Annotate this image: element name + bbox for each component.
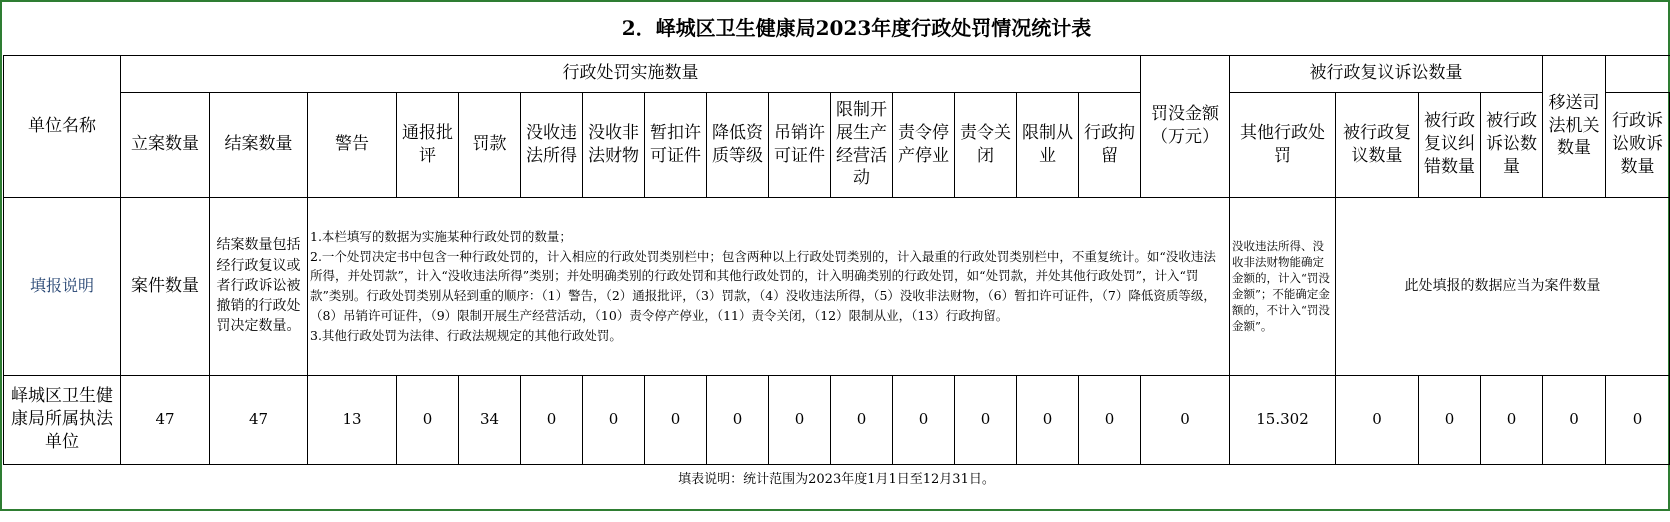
header-detention: 行政拘留 (1079, 92, 1141, 197)
data-review-count: 0 (1336, 375, 1419, 464)
header-closed: 结案数量 (210, 92, 308, 197)
header-other-penalty: 其他行政处罚 (1230, 92, 1336, 197)
header-filed: 立案数量 (121, 92, 210, 197)
data-restrict-business: 0 (831, 375, 893, 464)
data-review-corrected: 0 (1419, 375, 1481, 464)
header-confiscate-gains: 没收违法所得 (521, 92, 583, 197)
data-detention: 0 (1079, 375, 1141, 464)
header-review-corrected: 被行政复议纠错数量 (1419, 92, 1481, 197)
header-fine: 罚款 (459, 92, 521, 197)
data-litigation-lost: 0 (1543, 375, 1606, 464)
header-lower-qualification: 降低资质等级 (707, 92, 769, 197)
data-other-penalty: 0 (1141, 375, 1230, 464)
penalty-note-line-3: 3.其他行政处罚为法律、行政法规规定的其他行政处罚。 (310, 327, 622, 343)
data-revoke-permit: 0 (769, 375, 831, 464)
data-restrict-employment: 0 (1017, 375, 1079, 464)
header-suspend-permit: 暂扣许可证件 (645, 92, 707, 197)
header-revoke-permit: 吊销许可证件 (769, 92, 831, 197)
header-review-count: 被行政复议数量 (1336, 92, 1419, 197)
header-order-close: 责令关闭 (955, 92, 1017, 197)
header-notice-criticism: 通报批评 (397, 92, 459, 197)
table-footer-note: 填表说明：统计范围为2023年度1月1日至12月31日。 (4, 464, 1670, 496)
header-penalty-group: 行政处罚实施数量 (121, 55, 1141, 92)
instructions-review-note: 此处填报的数据应当为案件数量 (1336, 197, 1670, 375)
data-transfer: 0 (1606, 375, 1670, 464)
header-fine-amount: 罚没金额（万元） (1141, 55, 1230, 197)
data-warning: 13 (308, 375, 397, 464)
penalty-statistics-table (3, 3, 1670, 496)
data-fine: 34 (459, 375, 521, 464)
data-fine-amount: 15.302 (1230, 375, 1336, 464)
header-transfer: 移送司法机关数量 (1543, 55, 1606, 197)
data-notice-criticism: 0 (397, 375, 459, 464)
header-warning: 警告 (308, 92, 397, 197)
header-restrict-employment: 限制从业 (1017, 92, 1079, 197)
header-unit-name: 单位名称 (4, 55, 121, 197)
data-unit-name: 峄城区卫生健康局所属执法单位 (4, 375, 121, 464)
table-title: 2．峄城区卫生健康局2023年度行政处罚情况统计表 (4, 3, 1670, 55)
penalty-note-line-2: 2.一个处罚决定书中包含一种行政处罚的，计入相应的行政处罚类别栏中；包含两种以上行政处罚类别的，计入最重的行政处罚类别栏中，不重复统计。如“没收违法所得，并处罚款”，计入“没收违法所得”类别；并处明确类别的行政处罚和其他行政处罚的，计入明确类别的行政处罚，如“处罚款，并处其他行政处罚”，计入“罚款”类别。行政处罚类别从轻到重的顺序：（1）警告，（2）通报批评，（3）罚款，（4）没收违法所得，（5）没收非法财物，（6）暂扣许可证件，（7）降低资质等级，（8）吊销许可证件，（9）限制开展生产经营活动，（10）责令停产停业，（11）责令关闭，（12）限制从业，（13）行政拘留。 (310, 248, 1216, 323)
data-order-suspend: 0 (893, 375, 955, 464)
header-confiscate-property: 没收非法财物 (583, 92, 645, 197)
data-confiscate-gains: 0 (521, 375, 583, 464)
instructions-filed-note: 案件数量 (121, 197, 210, 375)
instructions-penalty-note (308, 197, 1230, 375)
header-litigation-lost: 行政诉讼败诉数量 (1606, 92, 1670, 197)
header-litigation-count: 被行政诉讼数量 (1481, 92, 1543, 197)
data-order-close: 0 (955, 375, 1017, 464)
left-frame-rule (0, 0, 2, 511)
penalty-note-line-1: 1.本栏填写的数据为实施某种行政处罚的数量； (310, 228, 572, 244)
header-order-suspend: 责令停产停业 (893, 92, 955, 197)
instructions-row-label: 填报说明 (4, 197, 121, 375)
data-suspend-permit: 0 (645, 375, 707, 464)
data-lower-qualification: 0 (707, 375, 769, 464)
data-confiscate-property: 0 (583, 375, 645, 464)
bottom-frame-rule (0, 509, 1670, 511)
top-frame-rule (0, 0, 1670, 2)
data-filed: 47 (121, 375, 210, 464)
instructions-fine-note: 没收违法所得、没收非法财物能确定金额的，计入“罚没金额”；不能确定金额的，不计入“罚没金额”。 (1230, 197, 1336, 375)
data-closed: 47 (210, 375, 308, 464)
data-litigation-count: 0 (1481, 375, 1543, 464)
header-restrict-business: 限制开展生产经营活动 (831, 92, 893, 197)
header-review-group: 被行政复议诉讼数量 (1230, 55, 1543, 92)
instructions-closed-note: 结案数量包括经行政复议或者行政诉讼被撤销的行政处罚决定数量。 (210, 197, 308, 375)
